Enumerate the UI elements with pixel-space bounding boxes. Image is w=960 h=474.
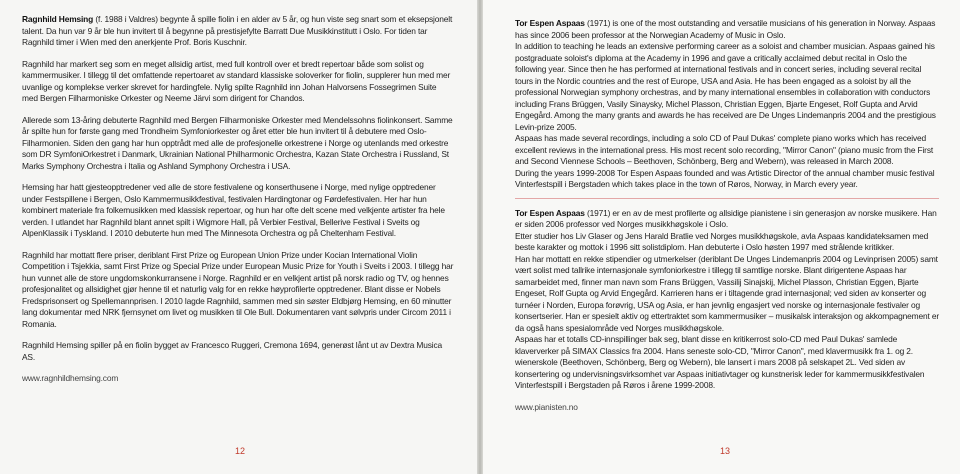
- page-right: [483, 0, 960, 474]
- bio-paragraph: Ragnhild Hemsing spiller på en fiolin bygget av Francesco Ruggeri, Cremona 1694, generøst lånt ut av Dextra Musica AS.: [22, 340, 443, 362]
- page-number: 12: [235, 446, 246, 456]
- bio-paragraph: Etter studier hos Liv Glaser og Jens Harald Bratlie ved Norges musikkhøgskole, avla Aspaas kandidateksamen med beste karakter og mottok i 1996 sitt solistdiplom. Han debuterte i Oslo høsten 1997 med strålende kritikker.: [515, 230, 929, 252]
- bio-paragraph: Tor Espen Aspaas (1971) er en av de mest profilerte og allsidige pianistene i sin generasjon av norske musikere. Han er siden 2006 professor ved Norges musikkhøgskole i Oslo.: [515, 207, 937, 229]
- bio-paragraph: Aspaas har et totalls CD-innspillinger bak seg, blant disse en kritikerrost solo-CD med Paul Dukas' samlede klaververker på SIMAX Classics fra 2004. Hans seneste solo-CD, "Mirror Canon", med klavermusikk fra 1. og 2. wienerskole (Beethoven, Schönberg, Berg og Webern), ble lansert i mars 2008 på selskapet 2L. Ved siden av konsertering og undervisningsvirksomhet var Aspaas initiativtager og kunstnerisk leder for kammermusikkfestivalen Vinterfestspill i Bergstaden på Røros i årene 1999-2008.: [515, 334, 925, 390]
- right-body-text: [515, 18, 939, 413]
- bio-paragraph: Ragnhild har mottatt flere priser, deriblant First Prize og European Union Prize under Kocian International Violin Competition i Tsjekkia, samt First Prize og Special Prize under European Music Prize for Youth i Sveits i 2003. I tillegg har hun vunnet alle de store ungdomskonkurransene i Norge. Ragnhild er en velkjent artist på norsk radio og TV, og hennes profesjonalitet og allsidighet gjør henne til et naturlig valg for en rekke høyprofilerte opptredener. Blant disse er Nobels Fredsprisonsert og Spellemannprisen. I 2010 lagde Ragnhild, sammen med sin søster Eldbjørg Hemsing, en 60 minutter lang dokumentar med NRK fjernsynet om livet og musikken til Ole Bull. Dokumentaren vant sølvpris under Circom 2011 i Romania.: [22, 249, 454, 329]
- page-number: 13: [720, 446, 731, 456]
- bio-paragraph: Aspaas has made several recordings, including a solo CD of Paul Dukas' complete piano works which has received excellent reviews in the international press. His most recent solo recording, "Mirror Canon" (piano music from the First and Second Viennese Schools – Beethoven, Schönberg, Berg and Webern), was released in March 2008.: [515, 133, 934, 166]
- section-divider: [515, 198, 939, 199]
- page-left: [0, 0, 477, 474]
- artist-name: Tor Espen Aspaas: [515, 18, 585, 28]
- website-link: www.ragnhildhemsing.com: [22, 373, 119, 383]
- bio-paragraph: Ragnhild har markert seg som en meget allsidig artist, med full kontroll over et bredt repertoar både som solist og kammermusiker. I tillegg til det omfattende repertoaret av standard klassiske soloverker for fiolin, supplerer hun med mer uvanlige og komplekse verker skrevet for hardingfele. Nylig spilte Ragnhild inn Johan Halvorsens Fossegrimen Suite med Bergen Filharmoniske Orkester og Neeme Järvi som dirigent for Chandos.: [22, 58, 451, 103]
- bio-paragraph: Han har mottatt en rekke stipendier og utmerkelser (deriblant De Unges Lindemanpris 2004 og Levinprisen 2005) samt vært solist med tallrike internasjonale symfoniorkestre i tillegg til samtlige norske. Blant dirigentene Aspaas har samarbeidet med, finner man navn som Frans Brüggen, Vassilij Sinajskij, Michel Plasson, Christian Eggen, Bjarte Engeset, Rolf Gupta og Arvid Engegård. Karrieren hans er i tiltagende grad internasjonal; ved siden av konserter og turnéer i Norden, Europa forøvrig, USA og Asia, er han jevnlig engasjert ved norske og internasjonale festivaler og konsertserier. Han er spesielt aktiv og ettertraktet som kammermusiker – musikalsk interaksjon og akkompagnement er da også hans spesialområde ved Norges musikkhøgskole.: [515, 253, 940, 333]
- bio-paragraph: During the years 1999-2008 Tor Espen Aspaas founded and was Artistic Director of the annual chamber music festival Vinterfestspill i Bergstaden which takes place in the town of Røros, Norway, in March every year.: [515, 167, 935, 189]
- artist-name: Ragnhild Hemsing: [22, 14, 94, 24]
- bio-paragraph: Allerede som 13-åring debuterte Ragnhild med Bergen Filharmoniske Orkester med Mendelssohns fiolinkonsert. Samme år spilte hun for første gang med Trondheim Symfoniorkester og året etter ble hun invitert til å debutere med Oslo-Filharmonien. Siden den gang har hun opptrådt med alle de profesjonelle orkestrene i Norge og utenlands med orkestre som DR SymfoniOrkestret i Danmark, Ukrainian National Philharmonic Orchestra, Kazan State Orchestra i Russland, St Marks Symphony Orchestra i Italia og Ashland Symphony Orchestra i USA.: [22, 114, 453, 171]
- left-body-text: [22, 14, 454, 395]
- bio-paragraph: In addition to teaching he leads an extensive performing career as a soloist and chamber musician. Aspaas gained his postgraduate soloist's diploma at the Academy in 1996 and gave a critically acclaimed debut recital in Oslo the following year. Since then he has performed at international festivals and in concert series, including several recital tours in the Nordic countries and the rest of Europe, USA and Asia. He has been engaged as a soloist by all the professional Norwegian symphony orchestras, and by many international ensembles in collaboration with conductors including Frans Brüggen, Vasily Sinaysky, Michel Plasson, Christian Eggen, Bjarte Engeset, Rolf Gupta and Arvid Engegård. Among the many grants and awards he has received are De Unges Lindemanpris 2004 and the prestigious Levin-prize 2005.: [515, 41, 936, 132]
- bio-paragraph: Tor Espen Aspaas (1971) is one of the most outstanding and versatile musicians of his generation in Norway. Aspaas has since 2006 been professor at the Norwegian Academy of Music in Oslo.: [515, 18, 936, 40]
- website-link: www.pianisten.no: [515, 401, 578, 412]
- bio-paragraph: Ragnhild Hemsing (f. 1988 i Valdres) begynte å spille fiolin i en alder av 5 år, og hun viste seg snart som et eksepsjonelt talent. Da hun var 9 år ble hun invitert til å begynne på prestisjefylte Barratt Due Musikkinstitutt i Oslo. For tiden tar Ragnhild timer i Wien med den anerkjente Prof. Boris Kuschnir.: [22, 14, 453, 47]
- bio-paragraph: Hemsing har hatt gjesteopptredener ved alle de store festivalene og konserthusene i Norge, med nylige opptredener under Festspillene i Bergen, Oslo Kammermusikkfestival, festivalen Hardingtonar og Førdefestivalen. Her har hun kombinert materiale fra folkemusikken med klassisk repertoar, og hun har ofte delt scene med velkjente artister fra hele verden. I utlandet har Ragnhild blant annet spilt i Wigmore Hall, på Verbier Festival, Bellerive Festival i Sveits og AlpenKlassik i Tyskland. I 2010 debuterte hun med The Minnesota Orchestra og på Cheltenham Festival.: [22, 182, 445, 238]
- artist-name: Tor Espen Aspaas: [515, 207, 585, 218]
